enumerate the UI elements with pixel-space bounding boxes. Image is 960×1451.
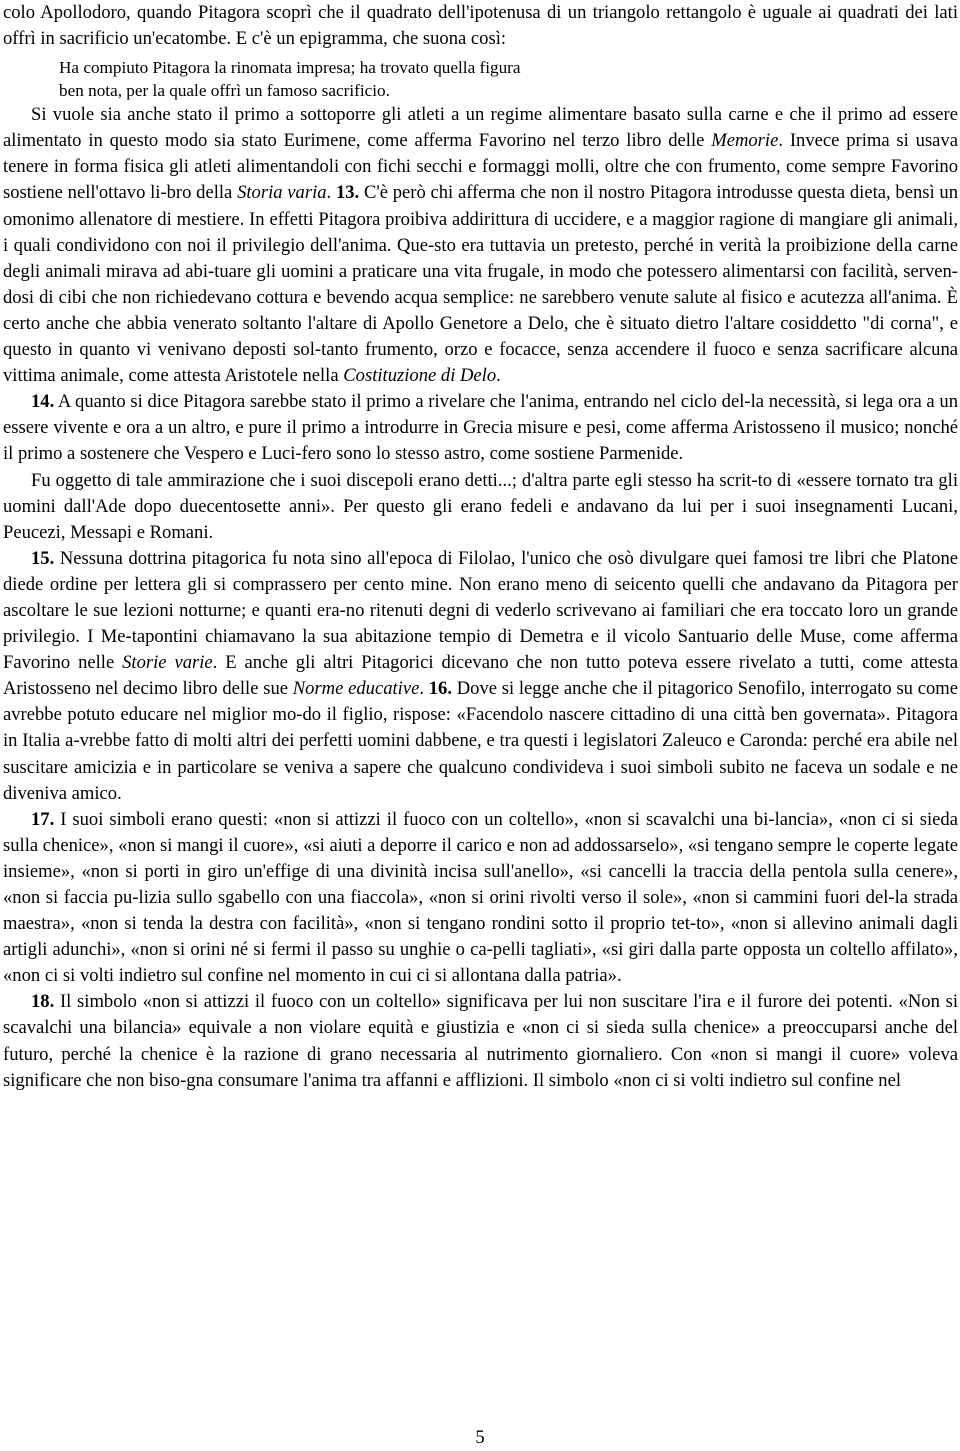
page-number: 5 [475, 1427, 485, 1448]
text-run: . Invece prima si usava tenere in forma fisica gli atleti alimentandoli con fichi secchi e formaggi molli, oltre che con frumento, come sempre Favorino sostiene nell'ottavo li-bro della [3, 130, 958, 204]
text-run: . [326, 182, 336, 204]
section-number: 16. [428, 678, 452, 700]
text-run: A quanto si dice Pitagora sarebbe stato il primo a rivelare che l'anima, entrando nel ciclo del-la necessità, si lega ora a un essere vivente e ora a un altro, e pure il primo a introdurre in Grecia misure e pesi, come afferma Aristosseno il musico; nonché il primo a sostenere che Vespero e Luci-fero sono lo stesso astro, come sostiene Parmenide. [3, 391, 958, 465]
section-number: 15. [31, 547, 55, 569]
text-run: Fu oggetto di tale ammirazione che i suoi discepoli erano detti...; d'altra parte egli stesso ha scrit-to di «essere tornato tra gli uomini dall'Ade dopo duecentosette anni». Per questo gli erano fedeli e andavano da lui per i suoi insegnamenti Lucani, Peucezi, Messapi e Romani. [3, 469, 958, 543]
text-run: . E anche gli altri Pitagorici dicevano che non tutto poteva essere rivelato a tutti, come attesta Aristosseno nel decimo libro delle sue [3, 652, 958, 700]
paragraph-section-18 [3, 989, 958, 1093]
text-run: . [419, 678, 429, 700]
epigram-line-2: ben nota, per la quale offrì un famoso sacrificio. [59, 80, 390, 100]
text-run: Dove si legge anche che il pitagorico Senofilo, interrogato su come avrebbe potuto educare nel miglior mo-do il figlio, rispose: «Facendolo nascere cittadino di una città ben governata». Pitagora in Italia a-vrebbe fatto di molti altri dei perfetti uomini dabbene, e tra questi i legislatori Zaleuco e Caronda: perché era abile nel suscitare amicizia e in particolare se veniva a sapere che qualcuno condivideva i suoi simboli subito ne faceva un sodale e ne diveniva amico. [3, 678, 958, 804]
section-number: 18. [31, 991, 55, 1013]
paragraph-intro [3, 0, 958, 52]
section-number: 17. [31, 808, 55, 830]
paragraph-section-17 [3, 807, 958, 990]
section-number: 14. [31, 391, 55, 413]
epigram-line-1: Ha compiuto Pitagora la rinomata impresa; ha trovato quella figura [59, 58, 521, 78]
text-run: Nessuna dottrina pitagorica fu nota sino all'epoca di Filolao, l'unico che osò divulgare quei famosi tre libri che Platone diede ordine per lettera gli si comprassero per cento mine. Non erano meno di seicento quelli che andavano da Pitagora per ascoltare le sue lezioni notturne; e quanti era-no ritenuti degni di vederlo scrivevano ai familiari che era toccato loro un grande privilegio. I Me-tapontini chiamavano la sua abitazione tempio di Demetra e il vicolo Santuario delle Muse, come afferma Favorino nelle [3, 547, 958, 674]
text-run: colo Apollodoro, quando Pitagora scoprì che il quadrato dell'ipotenusa di un triangolo rettangolo è uguale ai quadrati dei lati offrì in sacrificio un'ecatombe. E c'è un epigramma, che suona così: [3, 2, 958, 50]
paragraph-section-15 [3, 546, 958, 807]
book-title: Norme educative [292, 678, 420, 700]
book-title: Storie varie [122, 652, 213, 674]
book-title: Costituzione di Delo [343, 365, 497, 387]
text-run: . [496, 365, 501, 387]
book-title: Storia varia [237, 182, 327, 204]
text-run: I suoi simboli erano questi: «non si attizzi il fuoco con un coltello», «non si scavalchi una bi-lancia», «non ci si sieda sulla chenice», «non si mangi il cuore», «si aiuti a deporre il carico e non ad addossarselo», «si tengano sempre le coperte legate insieme», «non si porti in giro un'effige di una divinità incisa sull'anello», «si cancelli la traccia della pentola sulla cenere», «non si faccia pu-lizia sullo sgabello con una fiaccola», «non si orini rivolti verso il sole», «non si cammini fuori del-la strada maestra», «non si tenda la destra con facilità», «non si tengano rondini sotto il proprio tet-to», «non si allevino animali dagli artigli adunchi», «non si orini né si fermi il passo su unghie o ca-pelli tagliati», «si giri dalla parte opposta un coltello affilato», «non ci si volti indietro sul confine nel momento in cui ci si allontana dalla patria». [3, 808, 958, 987]
text-run: C'è però chi afferma che non il nostro Pitagora introdusse questa dieta, bensì un omonimo allenatore di mestiere. In effetti Pitagora proibiva addirittura di uccidere, e a maggior ragione di mangiare gli animali, i quali condividono con noi il privilegio dell'anima. Que-sto era tuttavia un pretesto, perché in verità la proibizione della carne degli animali mirava ad abi-tuare gli uomini a praticare una vita frugale, in modo che potessero alimentarsi con facilità, serven-dosi di cibi che non richiedevano cottura e bevendo acqua semplice: ne sarebbero venute salute al fisico e acutezza all'anima. È certo anche che abbia venerato soltanto l'altare di Apollo Genetore a Delo, che è situato dietro l'altare cosiddetto "di corna", e questo in quanto vi venivano deposti sol-tanto frumento, orzo e focacce, senza accendere il fuoco e senza sacrificare alcuna vittima animale, come attesta Aristotele nella [3, 182, 959, 387]
book-title: Memorie [711, 130, 779, 152]
text-run: Il simbolo «non si attizzi il fuoco con un coltello» significava per lui non suscitare l'ira e il furore dei potenti. «Non si scavalchi una bilancia» equivale a non violare equità e giustizia e «non ci si sieda sulla chenice» a preoccuparsi anche del futuro, perché la chenice è la razione di grano necessaria al nutrimento giornaliero. Con «non si mangi il cuore» voleva significare che non biso-gna consumare l'anima tra affanni e afflizioni. Il simbolo «non ci si volti indietro sul confine nel [3, 991, 958, 1091]
epigram-quote [59, 57, 958, 102]
paragraph-section-14 [3, 389, 958, 467]
document-page [3, 0, 958, 1094]
paragraph-admiration [3, 468, 958, 546]
text-run: Si vuole sia anche stato il primo a sottoporre gli atleti a un regime alimentare basato sulla carne e che il primo ad essere alimentato in questo modo sia stato Eurimene, come afferma Favorino nel terzo libro delle [3, 104, 958, 152]
paragraph-athletes-diet [3, 102, 958, 389]
section-number: 13. [335, 182, 360, 204]
